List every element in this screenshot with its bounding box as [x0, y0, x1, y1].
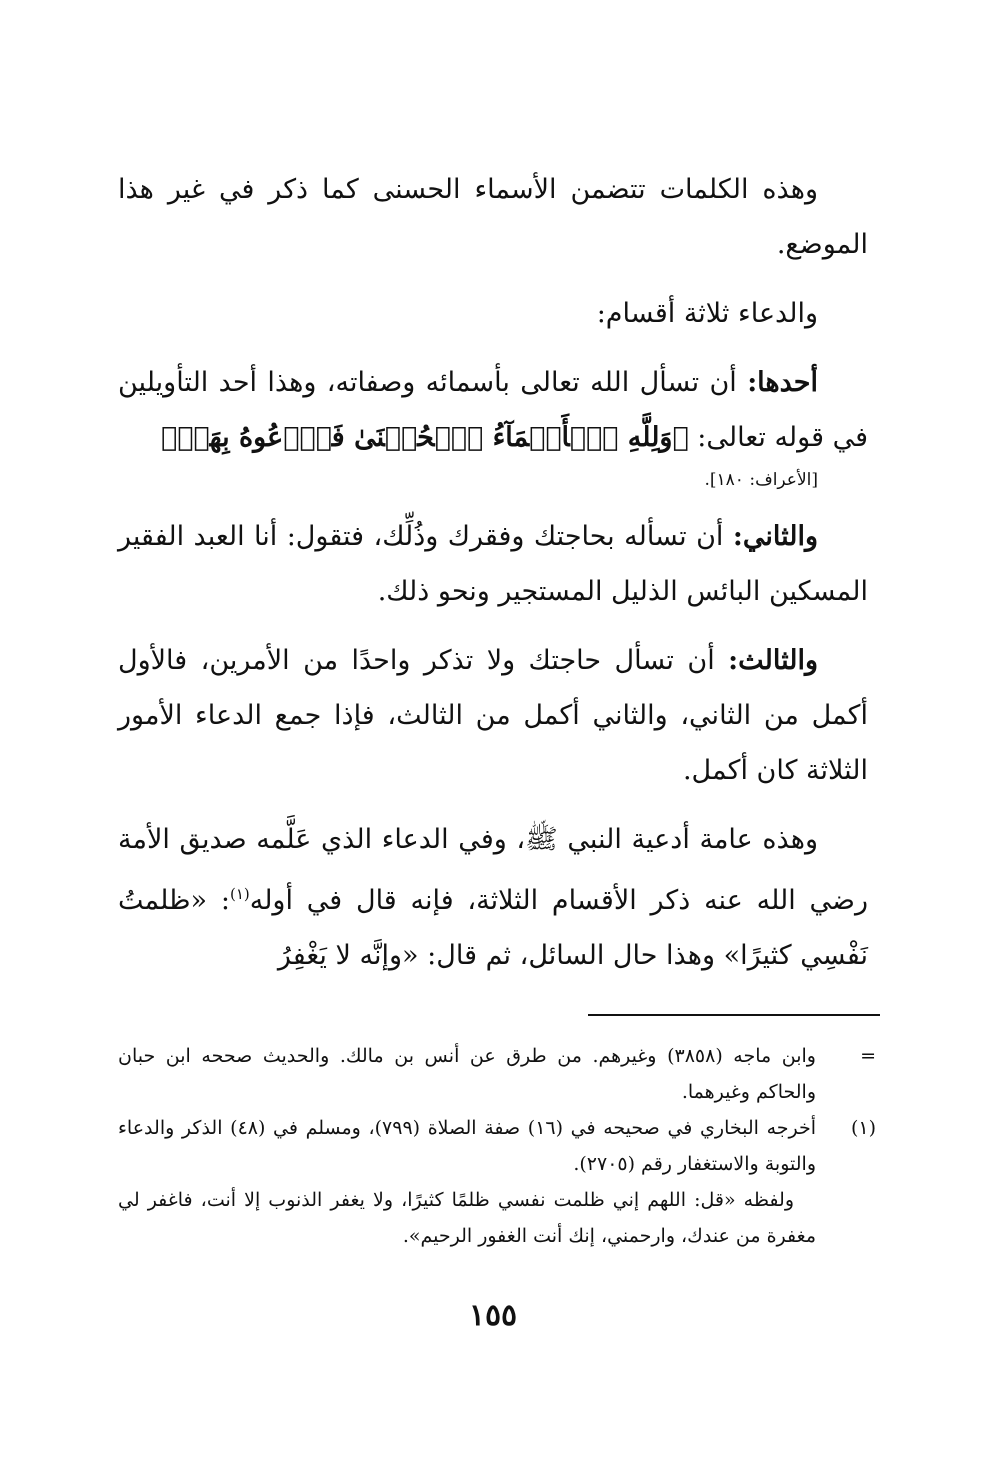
section-label-third: والثالث: — [728, 645, 818, 676]
paragraph-6-text-cont: : «ظلمتُ نَفْسِي كثيرًا» وهذا حال السائل، ثم قال: «وإنَّه لا يَغْفِرُ — [118, 885, 868, 971]
footnote-1-mark: (١) — [850, 1117, 876, 1139]
paragraph-3-text: أن تسأل الله تعالى بأسمائه وصفاته، وهذا أحد التأويلين في قوله تعالى: — [118, 367, 868, 453]
main-text — [118, 162, 868, 997]
paragraph-2: والدعاء ثلاثة أقسام: — [596, 298, 818, 329]
paragraph-6 — [118, 812, 868, 983]
paragraph-6-text: وهذه عامة أدعية النبي ﷺ، وفي الدعاء الذي عَلَّمه صديق الأمة رضي الله عنه ذكر الأقسام الثلاثة، فإنه قال في أوله — [118, 824, 868, 916]
footnote-continuation — [118, 1038, 876, 1110]
paragraph-1: وهذه الكلمات تتضمن الأسماء الحسنى كما ذكر في غير هذا الموضع. — [118, 174, 868, 260]
footnote-1 — [118, 1110, 876, 1182]
paragraph-3 — [118, 355, 868, 495]
footnote-1-text: أخرجه البخاري في صحيحه في (١٦) صفة الصلاة (٧٩٩)، ومسلم في (٤٨) الذكر والدعاء والتوبة والاستغفار رقم (٢٧٠٥). — [118, 1117, 817, 1175]
page-number: ١٥٥ — [468, 1298, 518, 1333]
paragraph-5 — [118, 633, 868, 798]
footnotes — [118, 1038, 876, 1254]
section-label-second: والثاني: — [732, 521, 818, 552]
continuation-text: وابن ماجه (٣٨٥٨) وغيرهم. من طرق عن أنس بن مالك. والحديث صححه ابن حبان والحاكم وغيرهما. — [118, 1045, 816, 1103]
continuation-mark: = — [860, 1045, 876, 1067]
quran-verse: ﴿وَلِلَّهِ ٱلۡأَسۡمَآءُ ٱلۡحُسۡنَىٰ فَٱدۡعُوهُ بِهَاۖ﴾ — [161, 422, 689, 453]
footnote-1-wording: ولفظه «قل: اللهم إني ظلمت نفسي ظلمًا كثيرًا، ولا يغفر الذنوب إلا أنت، فاغفر لي مغفرة من عندك، وارحمني، إنك أنت الغفور الرحيم». — [118, 1189, 816, 1247]
footnote-ref-1: (١) — [229, 885, 250, 903]
paragraph-4 — [118, 509, 868, 619]
paragraph-4-text: أن تسأله بحاجتك وفقرك وذُلِّك، فتقول: أنا العبد الفقير المسكين البائس الذليل المستجير ونحو ذلك. — [118, 521, 868, 607]
section-label-first: أحدها: — [747, 367, 818, 398]
paragraph-5-text: أن تسأل حاجتك ولا تذكر واحدًا من الأمرين، فالأول أكمل من الثاني، والثاني أكمل من الثالث، فإذا جمع الدعاء الأمور الثلاثة كان أكمل. — [118, 645, 868, 786]
footnote-separator — [588, 1014, 880, 1016]
verse-reference: [الأعراف: ١٨٠]. — [704, 470, 818, 490]
